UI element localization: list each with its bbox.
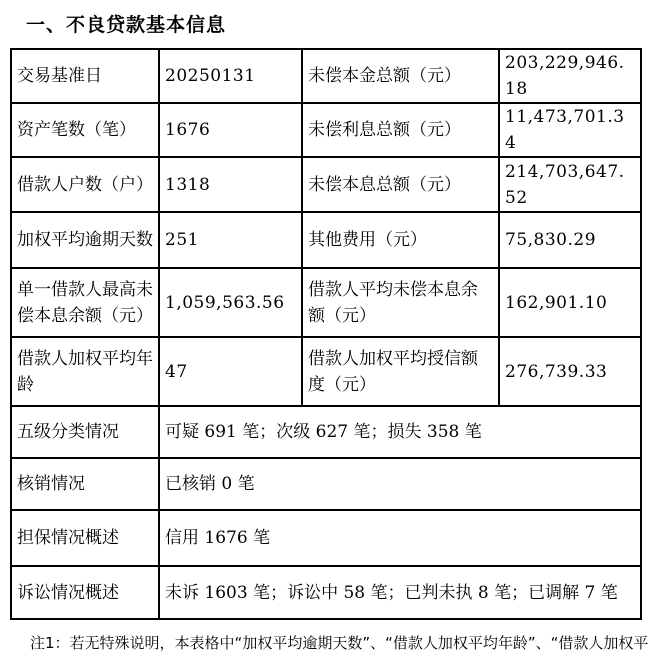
field-label: 核销情况: [11, 458, 159, 510]
table-row: [11, 406, 641, 458]
field-label: 未偿利息总额（元）: [302, 103, 499, 157]
field-value: 47: [159, 337, 302, 406]
field-label: 借款人户数（户）: [11, 157, 159, 212]
table-row: [11, 510, 641, 566]
field-value: 75,830.29: [499, 212, 641, 268]
field-label: 未偿本金总额（元）: [302, 49, 499, 103]
loan-info-table: [10, 48, 642, 620]
field-value: 已核销 0 笔: [159, 458, 641, 510]
footnote: 注1：若无特殊说明，本表格中“加权平均逾期天数”、“借款人加权平均年龄”、“借款人加权平: [30, 634, 649, 652]
field-label: 借款人加权平均授信额度（元）: [302, 337, 499, 406]
field-label: 诉讼情况概述: [11, 566, 159, 619]
field-value: 1676: [159, 103, 302, 157]
field-label: 借款人平均未偿本息余额（元）: [302, 268, 499, 337]
field-label: 资产笔数（笔）: [11, 103, 159, 157]
field-label: 未偿本息总额（元）: [302, 157, 499, 212]
field-label: 交易基准日: [11, 49, 159, 103]
field-value: 20250131: [159, 49, 302, 103]
field-label: 担保情况概述: [11, 510, 159, 566]
table-row: [11, 49, 641, 103]
field-value: 162,901.10: [499, 268, 641, 337]
field-label: 借款人加权平均年龄: [11, 337, 159, 406]
table-row: [11, 157, 641, 212]
field-value: 276,739.33: [499, 337, 641, 406]
table-row: [11, 103, 641, 157]
table-row: [11, 458, 641, 510]
field-value: 203,229,946.18: [499, 49, 641, 103]
field-label: 加权平均逾期天数: [11, 212, 159, 268]
field-value: 251: [159, 212, 302, 268]
table-row: [11, 268, 641, 337]
field-value: 可疑 691 笔；次级 627 笔；损失 358 笔: [159, 406, 641, 458]
table-row: [11, 566, 641, 619]
field-value: 11,473,701.34: [499, 103, 641, 157]
field-value: 1318: [159, 157, 302, 212]
field-label: 五级分类情况: [11, 406, 159, 458]
field-value: 214,703,647.52: [499, 157, 641, 212]
field-value: 信用 1676 笔: [159, 510, 641, 566]
table-row: [11, 337, 641, 406]
field-value: 未诉 1603 笔；诉讼中 58 笔；已判未执 8 笔；已调解 7 笔: [159, 566, 641, 619]
field-value: 1,059,563.56: [159, 268, 302, 337]
table-row: [11, 212, 641, 268]
field-label: 单一借款人最高未偿本息余额（元）: [11, 268, 159, 337]
section-heading: 一、不良贷款基本信息: [26, 14, 227, 36]
field-label: 其他费用（元）: [302, 212, 499, 268]
